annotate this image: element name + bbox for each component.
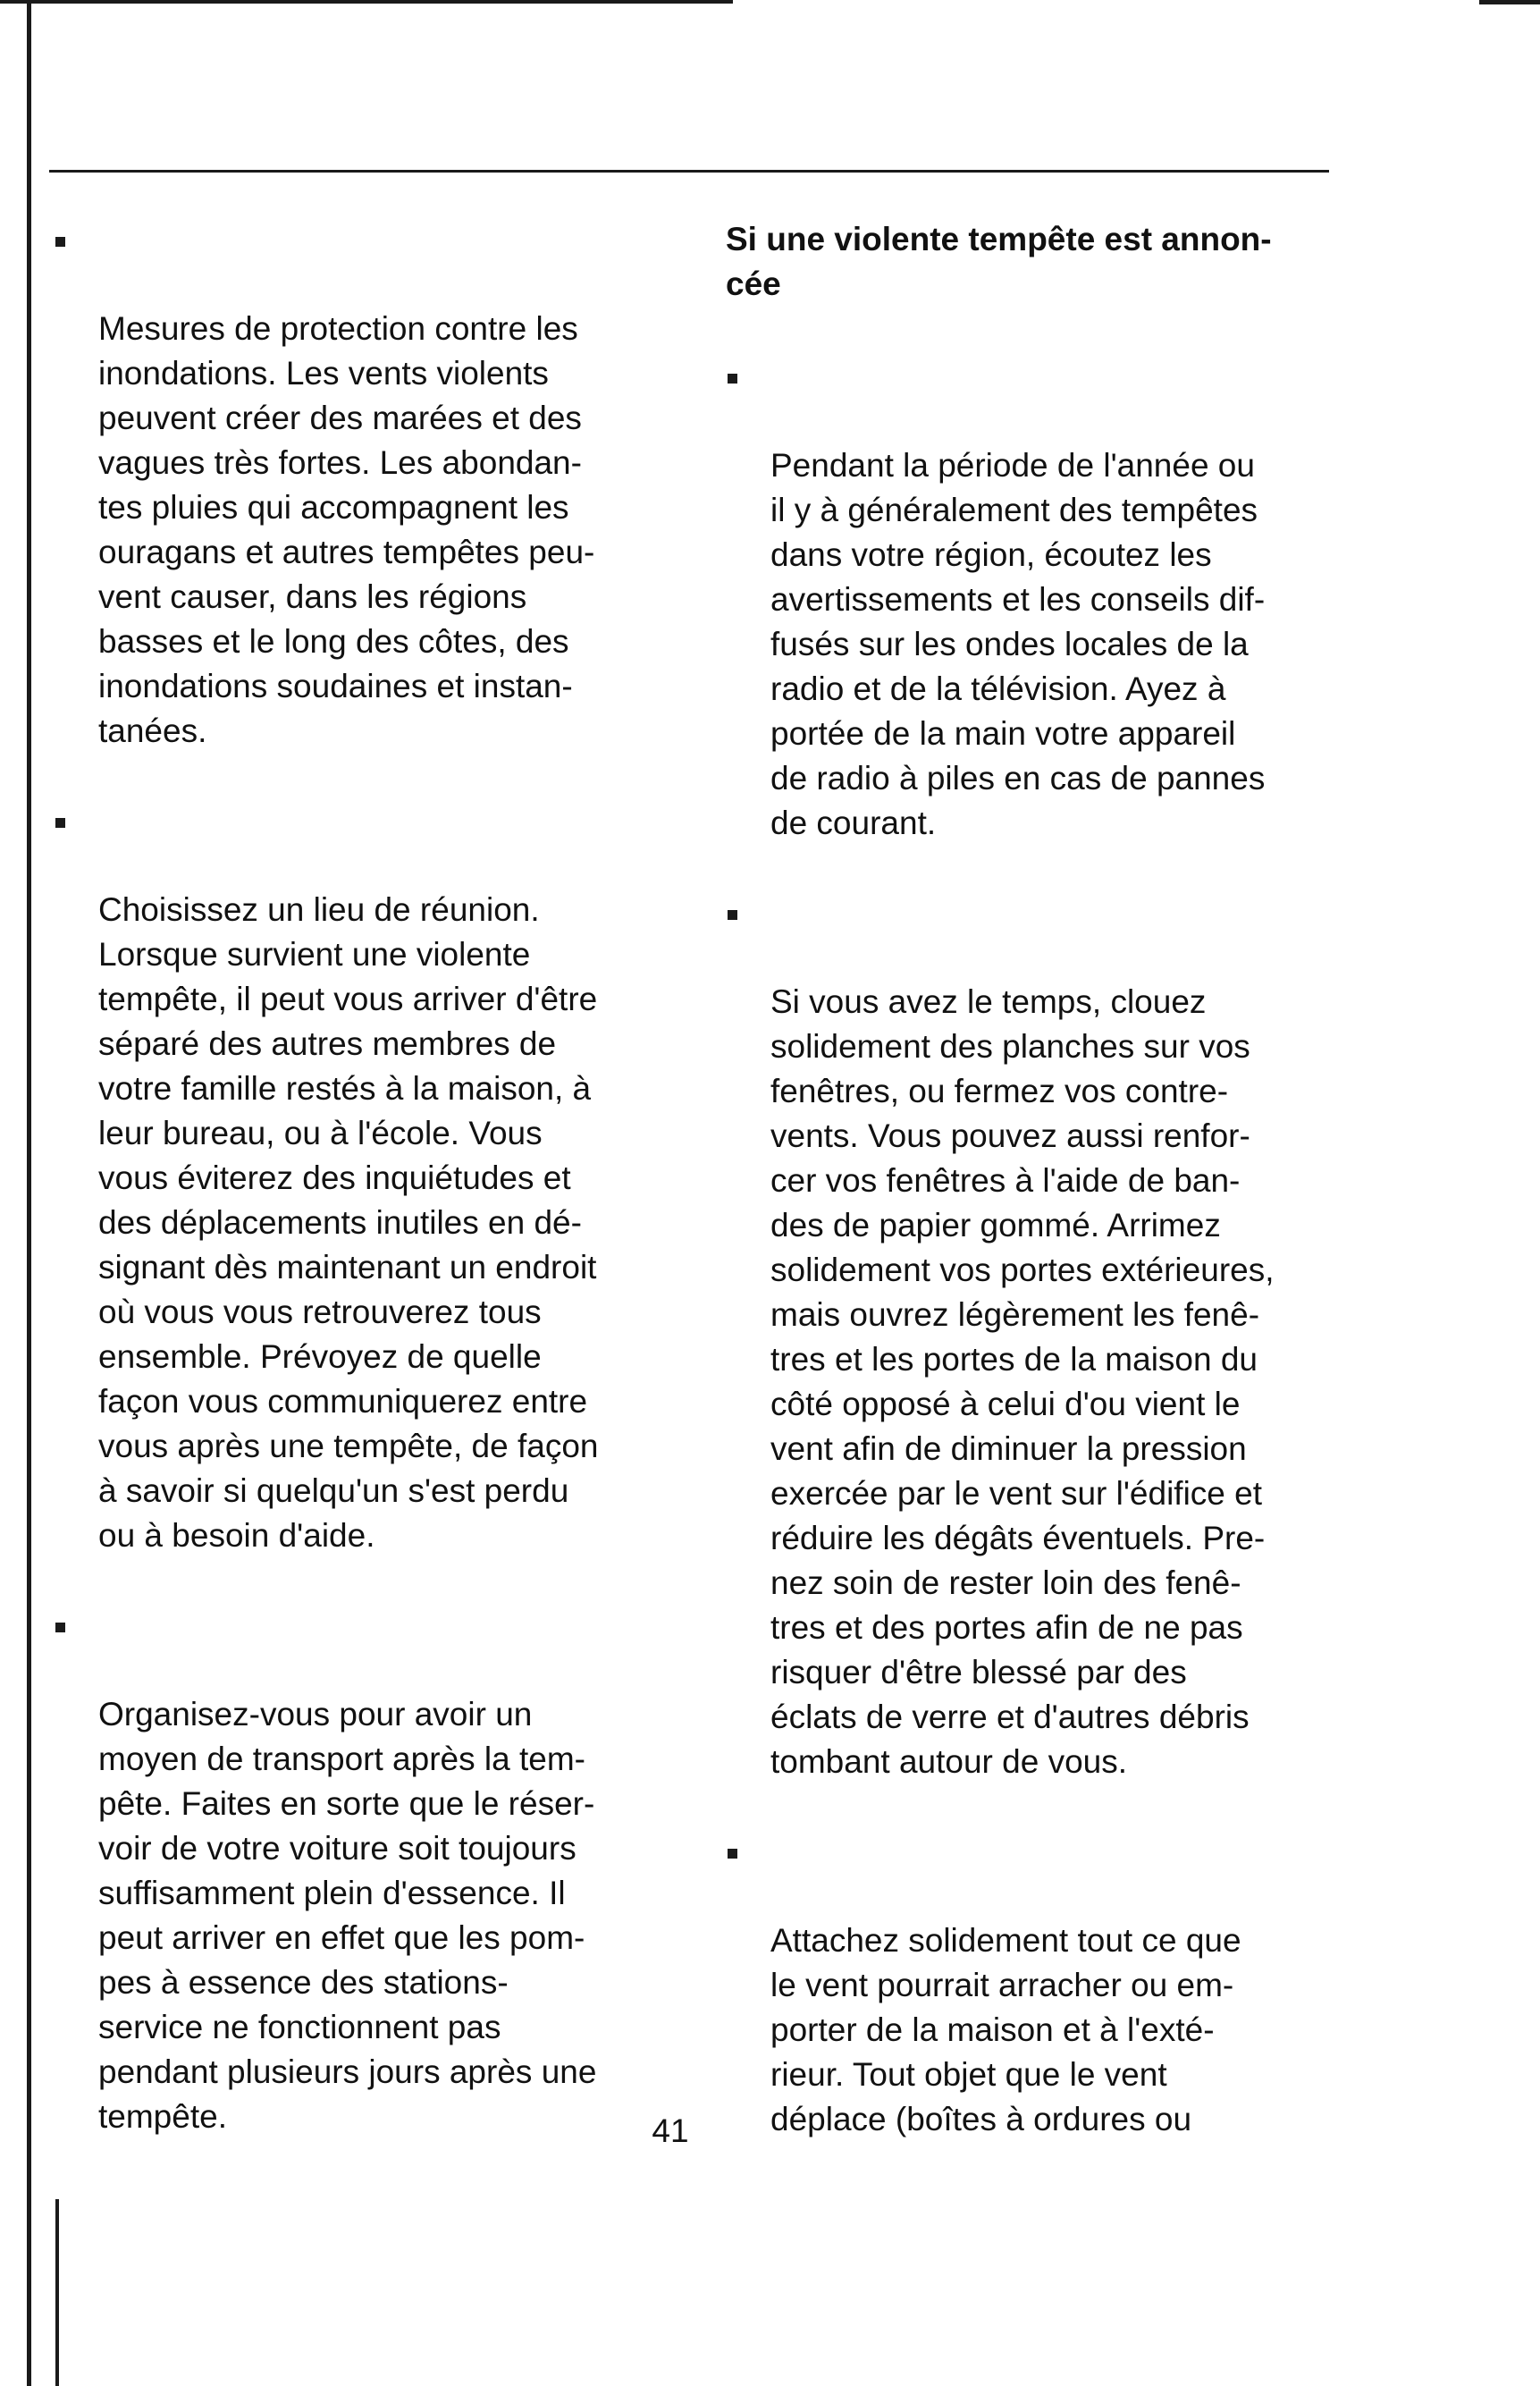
bullet-item-text: Mesures de protection contre les inondations. Les vents violents peuvent créer des marées et des vagues très fortes. Les abondan- tes pluies qui accompagnent les ouragans et autres tempêtes peu- vent causer, dans les régions basses et le long des côtes, des inondations soudaines et instan- tanées.: [98, 310, 595, 749]
bullet-square-icon: [728, 1849, 737, 1859]
bullet-item-secure-objects: [726, 1829, 1365, 2142]
bullet-square-icon: [55, 237, 65, 247]
bullet-square-icon: [728, 374, 737, 384]
scan-top-edge-right: [1479, 0, 1540, 4]
bullet-square-icon: [55, 1623, 65, 1632]
page-number: 41: [652, 2112, 689, 2149]
bullet-item-text: Pendant la période de l'année ou il y à généralement des tempêtes dans votre région, écoutez les avertissements et les conseils dif- fusés sur les ondes locales de la radio et de la télévision. Ayez à portée de la main votre appareil de radio à piles en cas de pannes de courant.: [770, 447, 1266, 841]
section-heading: Si une violente tempête est annon- cée: [726, 221, 1272, 302]
scan-binding-edge-lower: [55, 2199, 59, 2386]
bullet-item-text: Attachez solidement tout ce que le vent pourrait arracher ou em- porter de la maison et à l'exté- rieur. Tout objet que le vent déplace (boîtes à ordures ou: [770, 1922, 1241, 2137]
bullet-item-text: Si vous avez le temps, clouez solidement des planches sur vos fenêtres, ou fermez vos contre- vents. Vous pouvez aussi renfor- cer vos fenêtres à l'aide de ban- des de papier gommé. Arrimez solidement vos portes extérieures, mais ouvrez légèrement les fenê- tres et les portes de la maison du côté opposé à celui d'ou vient le vent afin de diminuer la pression exercée par le vent sur l'édifice et réduire les dégâts éventuels. Pre- nez soin de rester loin des fenê- tres et des portes afin de ne pas risquer d'être blessé par des éclats de verre et d'autres débris tombant autour de vous.: [770, 983, 1275, 1780]
bullet-item-meeting-place: [54, 798, 697, 1558]
bullet-item-text: Choisissez un lieu de réunion. Lorsque survient une violente tempête, il peut vous arriver d'être séparé des autres membres de votre famille restés à la maison, à leur bureau, ou à l'école. Vous vous éviterez des inquiétudes et des déplacements inutiles en dé- signant dès maintenant un endroit où vous vous retrouverez tous ensemble. Prévoyez de quelle façon vous communiquerez entre vous après une tempête, de façon à savoir si quelqu'un s'est perdu ou à besoin d'aide.: [98, 891, 599, 1554]
header-rule: [49, 170, 1329, 173]
bullet-item-listen-warnings: [726, 354, 1365, 846]
scan-binding-edge: [27, 0, 31, 2386]
bullet-item-text: Organisez-vous pour avoir un moyen de transport après la tem- pête. Faites en sorte que le réser- voir de votre voiture soit toujours suffisamment plein d'essence. Il peut arriver en effet que les pom- pes à essence des stations- service ne fonctionnent pas pendant plusieurs jours après une tempête.: [98, 1696, 597, 2135]
left-column: [54, 217, 697, 2184]
bullet-item-board-windows: [726, 890, 1365, 1784]
bullet-item-transport: [54, 1603, 697, 2139]
bullet-square-icon: [728, 910, 737, 920]
scan-top-edge: [0, 0, 733, 4]
bullet-item-flood-protection: [54, 217, 697, 754]
bullet-square-icon: [55, 818, 65, 828]
right-column: [726, 217, 1365, 2187]
